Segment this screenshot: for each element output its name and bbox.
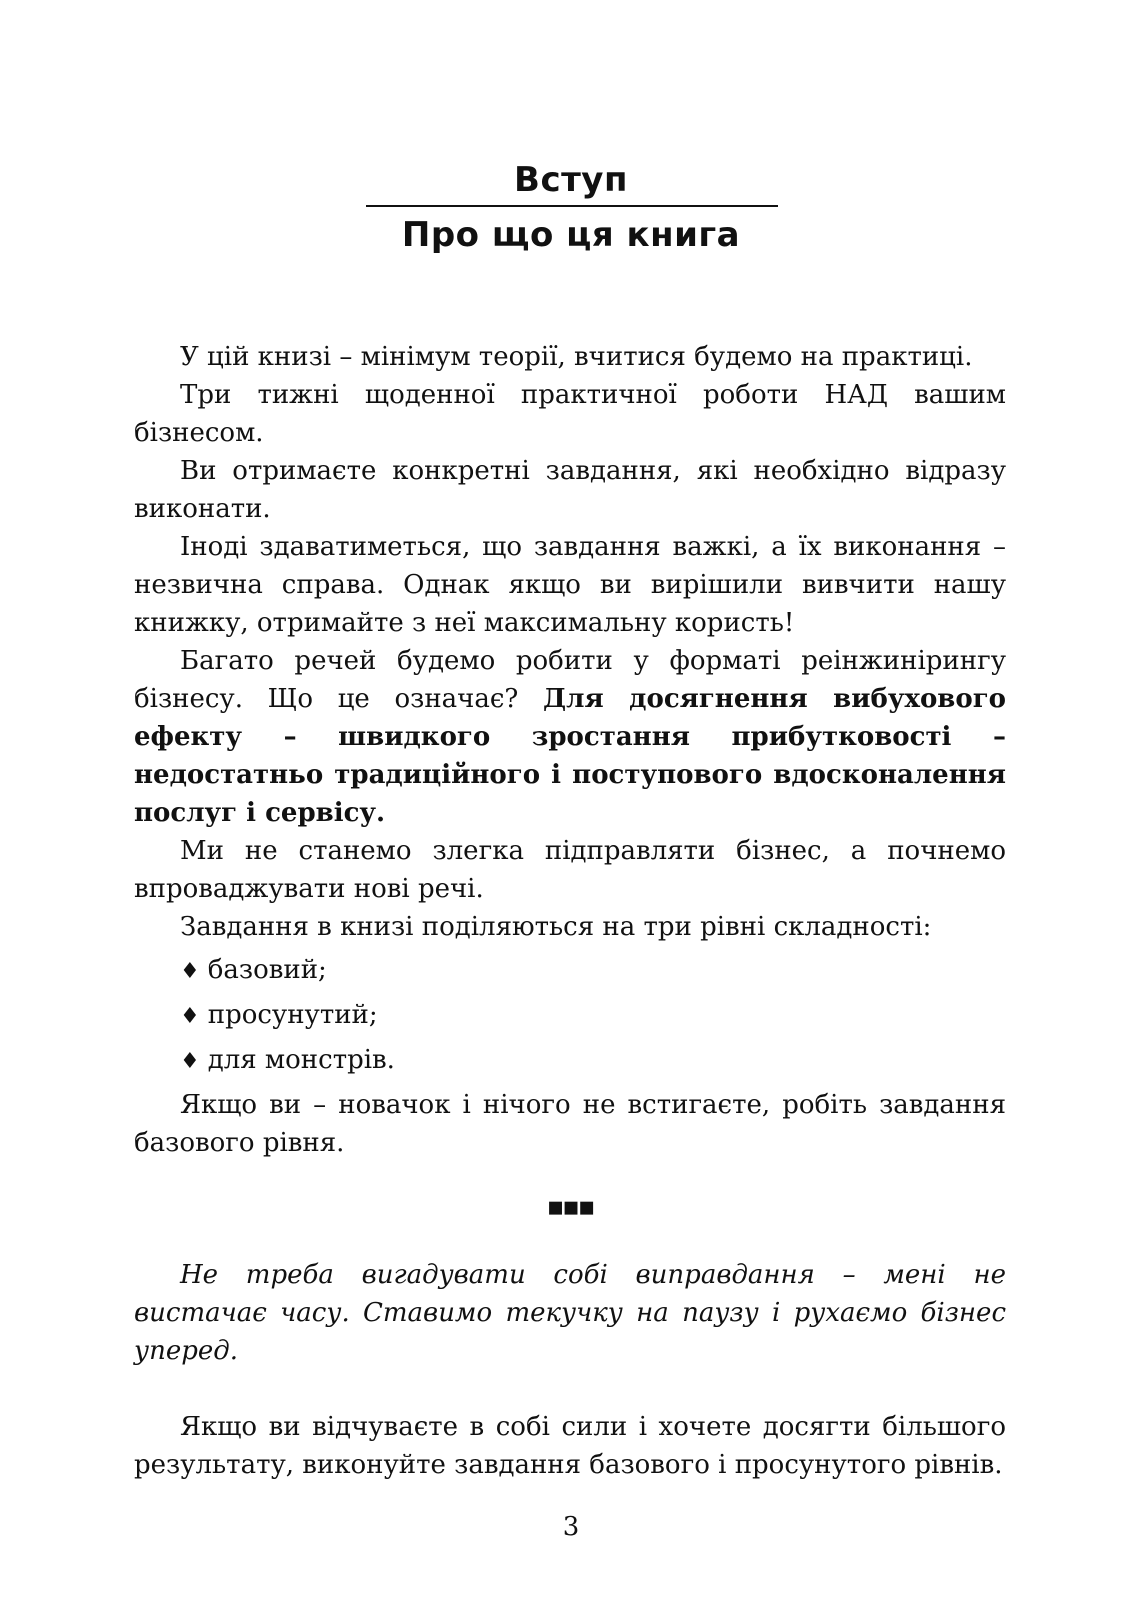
paragraph-7: Завдання в книзі поділяються на три рівні складності: [180, 912, 932, 942]
paragraph-1: У цій книзі – мінімум теорії, вчитися будемо на практиці. [180, 342, 973, 372]
diamond-bullet-icon: ♦ [180, 1004, 200, 1029]
section-separator: ▪▪▪ [546, 1192, 594, 1222]
list-item-text: для монстрів. [207, 1045, 395, 1075]
list-item [134, 996, 1006, 1036]
page-body [134, 338, 1006, 1484]
list-item-text: базовий; [207, 955, 327, 985]
chapter-subtitle: Про що ця книга [401, 215, 741, 255]
chapter-title: Вступ [514, 160, 628, 200]
spacer [134, 1370, 1006, 1408]
diamond-bullet-icon: ♦ [180, 1049, 200, 1074]
title-divider [366, 205, 778, 207]
closing-paragraph: Якщо ви відчуваєте в собі сили і хочете досягти більшого результату, виконуйте завдання базового і просунутого рівнів. [134, 1412, 1006, 1480]
diamond-bullet-icon: ♦ [180, 959, 200, 984]
paragraph-6: Ми не станемо злегка підправляти бізнес, а почнемо впроваджувати нові речі. [134, 836, 1006, 904]
paragraph-2: Три тижні щоденної практичної роботи НАД вашим бізнесом. [134, 380, 1006, 448]
page-number: 3 [562, 1512, 580, 1542]
list-item-text: просунутий; [207, 1000, 378, 1030]
list-item [134, 951, 1006, 991]
paragraph-8: Якщо ви – новачок і нічого не встигаєте, робіть завдання базового рівня. [134, 1090, 1006, 1158]
paragraph-5 [134, 642, 1006, 832]
paragraph-5-text: Багато речей будемо робити у форматі реінжинірингу бізнесу. Що це означає? [134, 646, 1006, 714]
paragraph-3: Ви отримаєте конкретні завдання, які необхідно відразу виконати. [134, 456, 1006, 524]
quote-paragraph: Не треба вигадувати собі виправдання – мені не вистачає часу. Ставимо текучку на паузу і рухаємо бізнес уперед. [134, 1260, 1006, 1366]
paragraph-5-emphasis: Для досягнення вибухового ефекту – швидкого зростання прибутковості – недостатньо традиційного і поступового вдосконалення послуг і сервісу. [134, 684, 1006, 828]
paragraph-4: Іноді здаватиметься, що завдання важкі, а їх виконання – незвична справа. Однак якщо ви вирішили вивчити нашу книжку, отримайте з неї максимальну користь! [134, 532, 1006, 638]
list-item [134, 1041, 1006, 1081]
